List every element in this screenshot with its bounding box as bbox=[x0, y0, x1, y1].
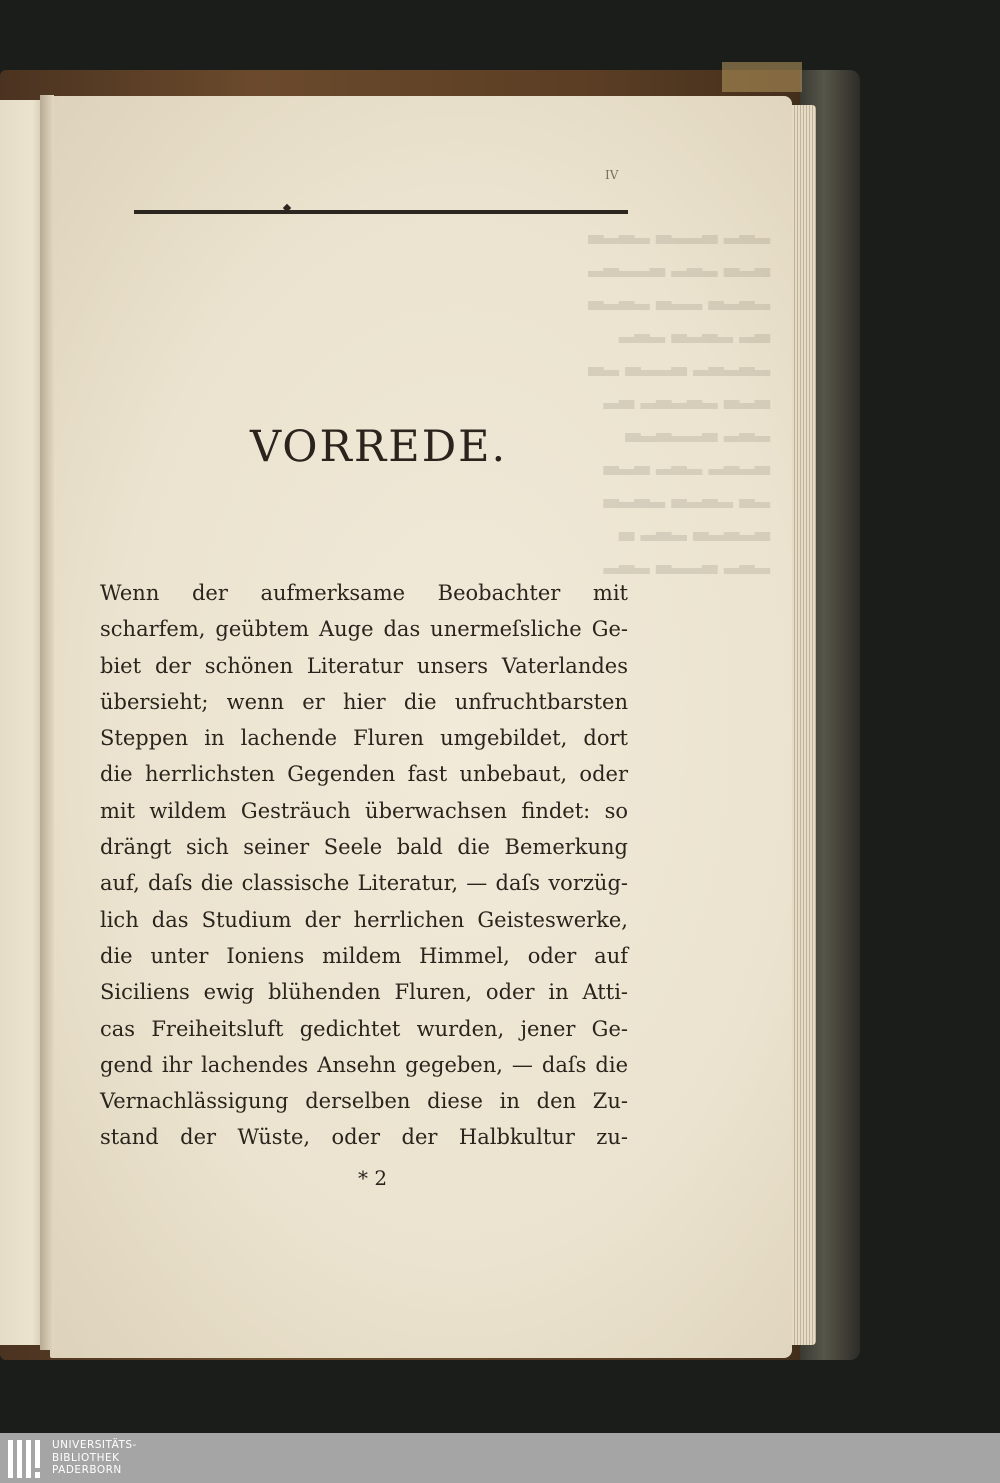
text-line: drängt sich seiner Seele bald die Bemerkung bbox=[100, 835, 628, 860]
text-line: gend ihr lachendes Ansehn gegeben, — daſs die bbox=[100, 1052, 628, 1077]
text-line: scharfem, geübtem Auge das unermeſsliche Ge- bbox=[100, 617, 628, 642]
text-line: Steppen in lachende Fluren umgebildet, dort bbox=[100, 726, 628, 751]
text-line: Siciliens ewig blühenden Fluren, oder in Atti- bbox=[100, 980, 628, 1005]
header-rule bbox=[134, 210, 628, 214]
text-line: lich das Studium der herrlichen Geisteswerke, bbox=[100, 907, 628, 932]
text-line: cas Freiheitsluft gedichtet wurden, jener Ge- bbox=[100, 1016, 628, 1041]
text-line: die unter Ioniens mildem Himmel, oder auf bbox=[100, 943, 628, 968]
page-folio: IV bbox=[605, 168, 619, 182]
text-line: auf, daſs die classische Literatur, — daſs vorzüg- bbox=[100, 871, 628, 896]
text-line: biet der schönen Literatur unsers Vaterlandes bbox=[100, 653, 628, 678]
signature-mark: * 2 bbox=[358, 1166, 388, 1190]
library-footer bbox=[0, 1433, 1000, 1483]
library-name-line: UNIVERSITÄTS- bbox=[52, 1439, 137, 1451]
library-name-line: BIBLIOTHEK bbox=[52, 1451, 120, 1464]
text-line: Vernachlässigung derselben diese in den Zu- bbox=[100, 1089, 628, 1114]
library-logo-icon bbox=[8, 1440, 48, 1478]
text-line: die herrlichsten Gegenden fast unbebaut, oder bbox=[100, 762, 628, 787]
library-name-line: PADERBORN bbox=[52, 1464, 122, 1476]
gutter bbox=[40, 95, 54, 1350]
page-title: VORREDE. bbox=[250, 422, 508, 472]
text-line: mit wildem Gesträuch überwachsen findet: so bbox=[100, 798, 628, 823]
text-line: Wenn der aufmerksame Beobachter mit bbox=[100, 581, 628, 605]
library-name bbox=[52, 1439, 137, 1477]
bleed-through-text: ▂▃▂ ▃▂▂▃ ▂▃▂▃ ▃▂▃ ▂▃▂ ▃▂▂▃▂ ▂▃▂▃ ▂▂▃ ▂▃▂▃ ▃▂ ▂▃▂▃ ▂▃▂ ▂▃▂▃▂ ▃▂▂▃ ▂▃ ▃▂▃ ▂▃▂▃▂ ▃▂ ▂▃▂ ▃▂▂▃▂▃ ▃▂▃▂ ▂▃▂ ▃▂▃ ▂▃ ▂▃▂▃ ▂▃▂▃ ▃▂▃▂▃ ▂▃▂ ▃ ▂▃▂ ▃▂▂▃ ▂▃▂ bbox=[588, 220, 770, 574]
body-text bbox=[100, 575, 628, 1156]
text-line: stand der Wüste, oder der Halbkultur zu- bbox=[100, 1125, 628, 1150]
text-line: übersieht; wenn er hier die unfruchtbarsten bbox=[100, 689, 628, 714]
spine-label bbox=[722, 62, 802, 92]
